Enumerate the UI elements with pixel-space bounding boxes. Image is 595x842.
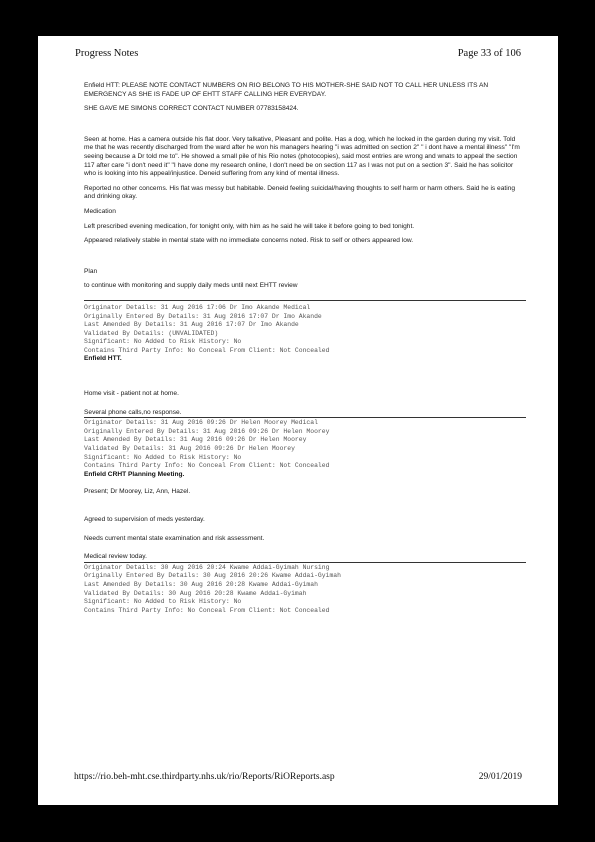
note-home-visit-detail: Seen at home. Has a camera outside his flat door. Very talkative, Pleasant and polite. Has a dog, which he locked in the garden during my visit. Told me that he was recently discharged from the ward after he won his managers hearing "i was admitted on section 2" " i dont have a mental illness" "I'm seeing because a Dr told me to". He showed a small pile of his Rio notes (photocopies), said most entries are wrong and wnats to appeal the section 117 after care "i don't need it" "I have done my research online, I don't need be on section 117 as I was not put on a section 3". Said he has solicitor who is looking into his appeal/injustice. Deneid suffering from any kind of mental illness. [84, 135, 520, 178]
note-needs: Needs current mental state examination and risk assessment. [84, 534, 265, 542]
entry-divider [84, 417, 526, 418]
entry-details: Originator Details: 31 Aug 2016 17:06 Dr Imo Akande Medical Originally Entered By Details: 31 Aug 2016 17:07 Dr Imo Akande Last Amended By Details: 31 Aug 2016 17:07 Dr Imo Akande Validated By Details: (UNVALIDATED) Significant: No Added to Risk History: No Contains Third Party Info: No Conceal From Client: Not Concealed [84, 303, 330, 354]
note-agreed: Agreed to supervision of meds yesterday. [84, 516, 205, 523]
header-title: Progress Notes [75, 48, 139, 59]
note-contact-warning: Enfield HTT: PLEASE NOTE CONTACT NUMBERS ON RIO BELONG TO HIS MOTHER-SHE SAID NOT TO CALL HER UNLESS ITS AN EMERGENCY AS SHE IS FADE UP OF EHTT STAFF CALLING HER EVERYDAY. [84, 82, 489, 98]
footer-date: 29/01/2019 [478, 772, 522, 782]
footer-url: https://rio.beh-mht.cse.thirdparty.nhs.uk/rio/Reports/RiOReports.asp [74, 772, 335, 782]
note-medication-detail: Left prescribed evening medication, for tonight only, with him as he said he will take it before going to bed tonight. [84, 222, 415, 230]
note-plan-detail: to continue with monitoring and supply daily meds until next EHTT review [84, 282, 298, 290]
entry-divider [84, 562, 526, 563]
page-number: 33 [291, 787, 304, 801]
note-home-visit: Home visit - patient not at home. [84, 390, 179, 398]
document-page [38, 36, 558, 805]
header-page-count: Page 33 of 106 [457, 48, 521, 59]
note-mental-state: Appeared relatively stable in mental state with no immediate concerns noted. Risk to self or others appeared low. [84, 237, 414, 245]
notes-content [84, 82, 526, 615]
note-plan-heading: Plan [84, 267, 98, 275]
note-present: Present; Dr Moorey, Liz, Ann, Hazel. [84, 488, 191, 496]
entry-divider [84, 300, 526, 301]
entry-team: Enfield CRHT Planning Meeting. [84, 470, 185, 478]
note-medication-heading: Medication [84, 207, 116, 215]
note-medical-review: Medical review today. [84, 553, 147, 561]
note-contact-number: SHE GAVE ME SIMONS CORRECT CONTACT NUMBER 07783158424. [84, 105, 299, 113]
entry-team: Enfield HTT. [84, 355, 122, 363]
note-concerns: Reported no other concerns. His flat was messy but habitable. Deneid feeling suicidal/having thoughts to self harm or harm others. Said he is eating and drinking okay. [84, 184, 516, 201]
note-phone-calls: Several phone calls,no response. [84, 408, 182, 416]
entry-details: Originator Details: 30 Aug 2016 20:24 Kwame Addai-Gyimah Nursing Originally Entered By Details: 30 Aug 2016 20:26 Kwame Addai-Gyimah Last Amended By Details: 30 Aug 2016 20:28 Kwame Addai-Gyimah Validated By Details: 30 Aug 2016 20:28 Kwame Addai-Gyimah Significant: No Added to Risk History: No Contains Third Party Info: No Conceal From Client: Not Concealed [84, 563, 341, 614]
entry-details: Originator Details: 31 Aug 2016 09:26 Dr Helen Moorey Medical Originally Entered By Details: 31 Aug 2016 09:26 Dr Helen Moorey Last Amended By Details: 31 Aug 2016 09:26 Dr Helen Moorey Validated By Details: 31 Aug 2016 09:26 Dr Helen Moorey Significant: No Added to Risk History: No Contains Third Party Info: No Conceal From Client: Not Concealed [84, 419, 330, 470]
